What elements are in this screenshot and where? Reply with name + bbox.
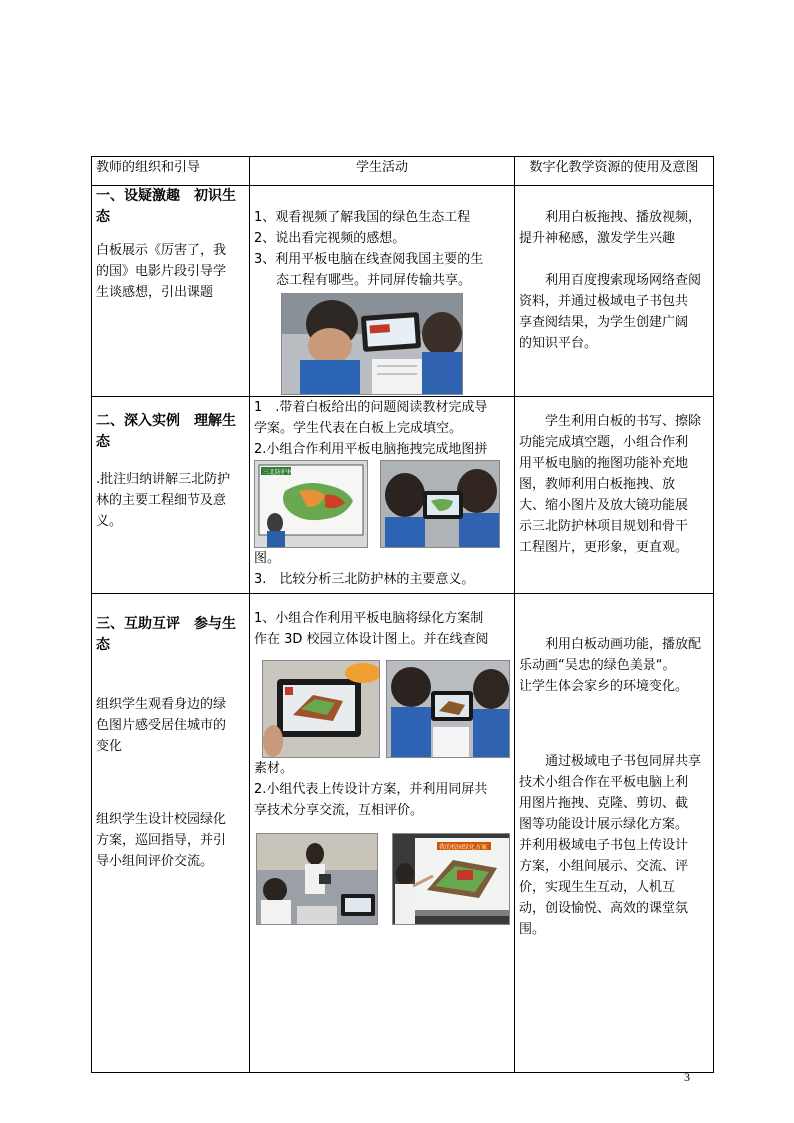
campus-3d-tablet-photo xyxy=(262,660,380,758)
map-tablet-photo xyxy=(380,460,500,548)
teacher-text: 组织学生设计校园绿化 方案，巡回指导，并引 导小组间评价交流。 xyxy=(96,812,227,869)
green-plan-board-photo xyxy=(392,833,510,925)
resource-cell: 利用白板拖拽、播放视频， 提升神秘感，激发学生兴趣 利用百度搜索现场网络查阅 资料，并通过极域电子书包共 享查阅结果，为学生创建广阔 的知识平台。 xyxy=(515,186,714,397)
teacher-text: .批注归纳讲解三北防护 林的主要工程细节及意 义。 xyxy=(96,472,231,529)
resource-cell: 利用白板动画功能，播放配 乐动画“吴忠的绿色美景“。 让学生体会家乡的环境变化。 通过极域电子书包同屏共享 技术小组合作在平板电脑上利 用图片拖拽、克隆、剪切、截 图等功能设计展示绿化方案。 并利用极域电子书包上传设计 方案，小组间展示、交流、评 价，实现生生互动，人机互 动，创设愉悦、高效的课堂氛 围。 xyxy=(515,594,714,1073)
teacher-cell xyxy=(92,594,250,1073)
section-title: 二、深入实例 理解生 态 xyxy=(96,413,236,450)
map-photos xyxy=(254,460,510,548)
header-resource: 数字化教学资源的使用及意图 xyxy=(515,157,714,186)
presentation-photos xyxy=(254,833,510,925)
tablet-photo-illustration xyxy=(282,294,462,394)
header-teacher: 教师的组织和引导 xyxy=(92,157,250,186)
teacher-cell xyxy=(92,186,250,397)
teacher-text: 组织学生观看身边的绿 色图片感受居住城市的 变化 xyxy=(96,697,227,754)
section-title: 一、设疑激趣 初识生 态 xyxy=(96,188,236,225)
teacher-cell xyxy=(92,397,250,594)
teacher-text: 白板展示《厉害了，我 的国》电影片段引导学 生谈感想，引出课题 xyxy=(96,243,227,300)
lesson-table xyxy=(91,156,714,1073)
design-photos xyxy=(254,660,510,758)
page-number: 3 xyxy=(684,1070,690,1084)
student-cell: 1、小组合作利用平板电脑将绿化方案制 作在 3D 校园立体设计图上。并在线查阅 素材。 2.小组代表上传设计方案，并利用同屏共 享技术分享交流，互相评价。 我的校园绿化方案 xyxy=(250,594,515,1073)
map-whiteboard-photo xyxy=(254,460,368,548)
map-title-label: 三北防护林 xyxy=(263,469,294,476)
student-cell: 1、观看视频了解我国的绿色生态工程 2、说出看完视频的感想。 3、利用平板电脑在线查阅我国主要的生 态工程有哪些。并同屏传输共享。 xyxy=(250,186,515,397)
table-row xyxy=(92,186,714,397)
classroom-presenter-photo xyxy=(256,833,378,925)
table-header-row xyxy=(92,157,714,186)
header-student: 学生活动 xyxy=(250,157,515,186)
board-title-label: 我的校园绿化方案 xyxy=(438,844,487,851)
section-title: 三、互助互评 参与生 态 xyxy=(96,616,236,653)
table-row xyxy=(92,594,714,1073)
table-row xyxy=(92,397,714,594)
student-cell: 1 .带着白板给出的问题阅读教材完成导 学案。学生代表在白板上完成填空。 2.小组合作利用平板电脑拖拽完成地图拼 三北防护林 图。 3. 比较分析三北防护林的主要意义。 xyxy=(250,397,515,594)
resource-cell: 学生利用白板的书写、擦除 功能完成填空题，小组合作利 用平板电脑的拖图功能补充地 图，教师利用白板拖拽、放 大、缩小图片及放大镜功能展 示三北防护林项目规划和骨干 工程图片，更形象，更直观。 xyxy=(515,397,714,594)
tablet-photo xyxy=(281,293,463,395)
students-tablet-photo xyxy=(386,660,510,758)
